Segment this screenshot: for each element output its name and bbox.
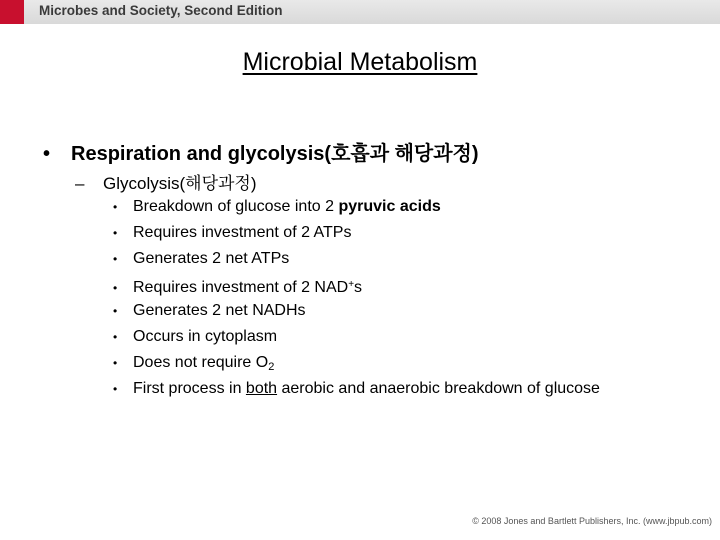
header-accent <box>0 0 24 24</box>
header-bar <box>0 0 720 24</box>
bullet-dot: • <box>113 280 118 295</box>
list-item <box>113 223 600 249</box>
bullet-dot: • <box>113 252 118 266</box>
superscript-plus: + <box>348 279 355 290</box>
item-text: Generates 2 net ATPs <box>133 250 290 268</box>
level2-item <box>75 169 257 194</box>
copyright-notice: © 2008 Jones and Bartlett Publishers, Inc. (www.jbpub.com) <box>472 516 712 526</box>
slide-title: Microbial Metabolism <box>242 48 478 76</box>
list-item <box>113 379 600 405</box>
item-text: Requires investment of 2 ATPs <box>133 224 352 242</box>
bullet-dot: • <box>113 356 118 370</box>
subscript-two: 2 <box>268 361 275 374</box>
level1-text: Respiration and glycolysis(호흡과 해당과정) <box>71 143 479 165</box>
level2-text: Glycolysis(해당과정) <box>103 174 257 193</box>
level1-item <box>43 137 479 166</box>
bullet-dot: • <box>113 304 118 318</box>
level1-bullet: • <box>43 143 51 165</box>
item-text: First process in <box>133 380 246 398</box>
bullet-dot: • <box>113 382 118 396</box>
list-item <box>113 275 600 301</box>
level2-dash: – <box>75 174 85 193</box>
bullet-dot: • <box>113 226 118 240</box>
list-item <box>113 197 600 223</box>
item-text: Generates 2 net NADHs <box>133 302 306 320</box>
bullet-dot: • <box>113 330 118 344</box>
list-item <box>113 301 600 327</box>
item-text: Breakdown of glucose into 2 <box>133 198 339 216</box>
level3-list <box>113 197 600 405</box>
list-item <box>113 353 600 379</box>
item-text: Does not require O <box>133 354 269 372</box>
item-underlined-text: both <box>245 380 278 398</box>
book-title: Microbes and Society, Second Edition <box>39 3 283 18</box>
list-item <box>113 249 600 275</box>
bullet-dot: • <box>113 200 118 214</box>
list-item <box>113 327 600 353</box>
item-text: Occurs in cytoplasm <box>133 328 278 346</box>
item-text-suffix: aerobic and anaerobic breakdown of glucose <box>277 380 600 398</box>
item-text-suffix: s <box>354 279 363 296</box>
item-bold-text: pyruvic acids <box>338 198 441 216</box>
item-text: Requires investment of 2 NAD <box>133 279 349 296</box>
